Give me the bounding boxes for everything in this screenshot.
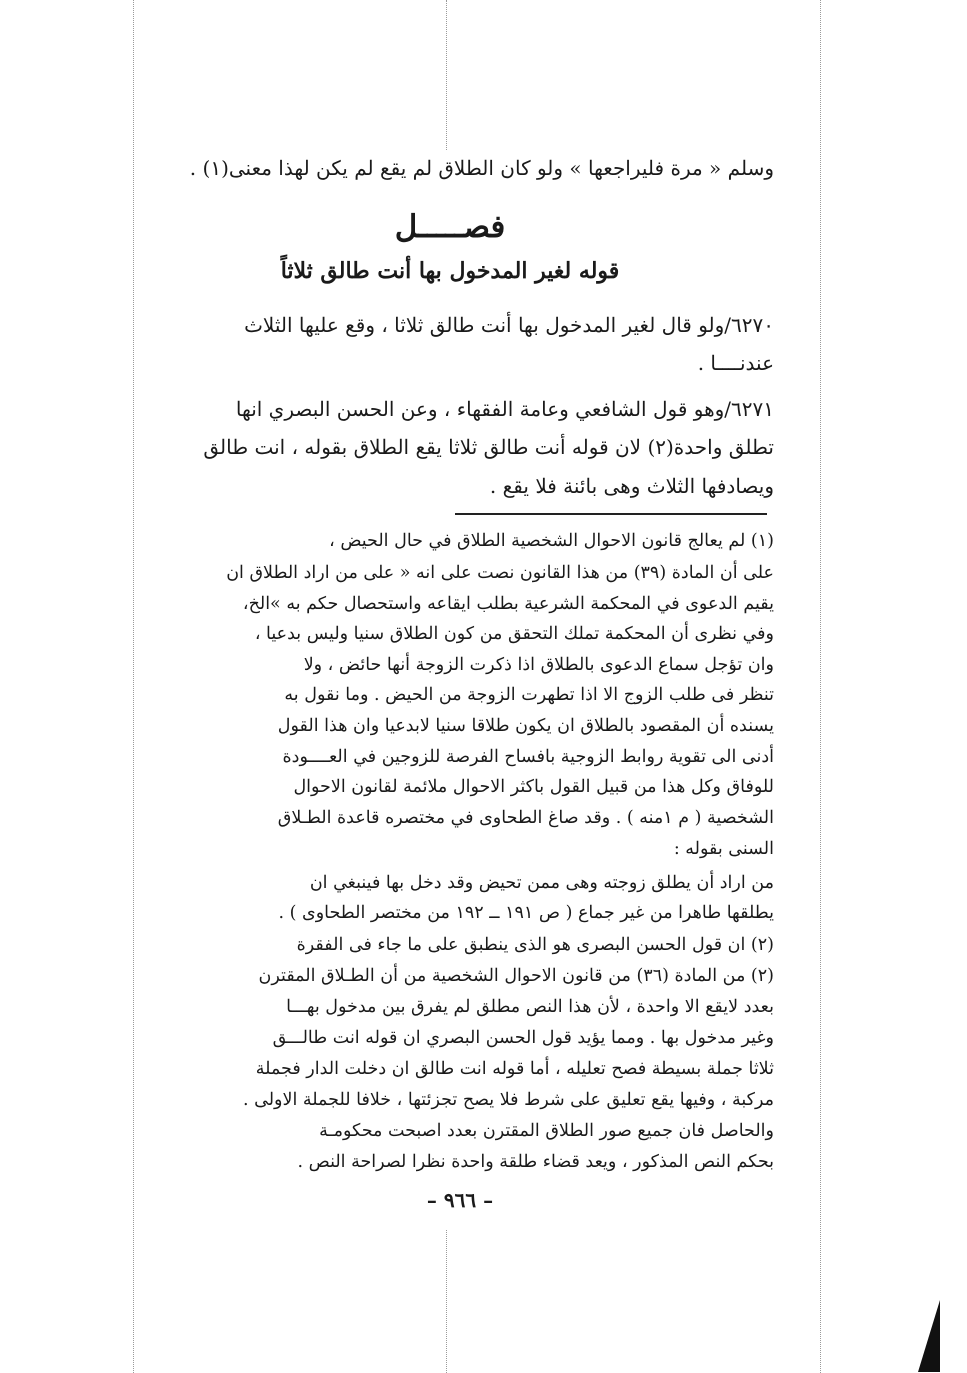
section-heading: فصـــــل [394,209,506,245]
paragraph-line: تطلق واحدة(٢) لان قوله أنت طالق ثلاثا يقع الطلاق بقوله ، انت طالق [203,435,774,459]
footnote-line: يسنده أن المقصود بالطلاق ان يكون طلاقا سنيا لابدعيا وان هذا القول [277,716,774,736]
footnote-line: وغير مدخول بها . ومما يؤيد قول الحسن البصري ان قوله انت طالـــق [272,1028,774,1048]
page-number: – ٩٦٦ – [426,1188,494,1212]
footnote-line: (٢) من المادة (٣٦) من قانون الاحوال الشخصية من أن الطـلاق المقترن [258,966,774,986]
footnote-line: (٢) ان قول الحسن البصرى هو الذى ينطبق على ما جاء فى الفقرة [296,935,774,955]
footnote-line: الشخصية ( م ١منه ) . وقد صاغ الطحاوى في مختصره قاعدة الطـلاق [277,808,774,828]
paragraph-line: عندنــــا . [697,351,774,375]
footnote-line: وفي نظرى أن المحكمة تملك التحقق من كون الطلاق سنيا وليس بدعيا ، [254,624,774,644]
footnote-line: من اراد أن يطلق زوجته وهى ممن تحيض وقد دخل بها فينبغي ان [309,873,774,893]
footnote-line: أدنى الى تقوية روابط الزوجية بافساح الفرصة للزوجين في العــــودة [282,747,774,767]
scan-guide-line [820,0,821,1373]
footnote-line: للوفاق وكل هذا من قبيل القول باكثر الاحوال ملائمة لقانون الاحوال [293,777,774,797]
scan-guide-line [446,0,447,150]
footnote-line: السنى بقوله : [673,839,774,859]
sub-heading: قوله لغير المدخول بها أنت طالق ثلاثاً [280,258,620,284]
scan-guide-line [446,1230,447,1373]
footnote-line: على أن المادة (٣٩) من هذا القانون نصت على انه « على من اراد الطلاق ان [226,563,774,583]
footnote-line: تنظر فى طلب الزوج الا اذا تطهرت الزوجة من الحيض . وما نقول به [284,685,774,705]
footnote-line: بعدد لايقع الا واحدة ، لأن هذا النص مطلق لم يفرق بين مدخول بهـــا [286,997,774,1017]
scan-edge-mark [918,1300,940,1372]
footnote-line: ثلاثا جملة بسيطة فصح تعليله ، أما قوله انت طالق ان دخلت الدار فجملة [255,1059,774,1079]
continuation-line: وسلم « مرة فليراجعها » ولو كان الطلاق لم يقع لم يكن لهذا معنى(١) . [189,156,774,180]
footnote-line: مركبة ، وفيها يقع تعليق على شرط فلا يصح تجزئتها ، خلافا للجملة الاولى . [242,1090,774,1110]
paragraph-line: ٦٢٧٠/ولو قال لغير المدخول بها أنت طالق ثلاثا ، وقع عليها الثلاث [244,313,774,337]
footnote-line: (١) لم يعالج قانون الاحوال الشخصية الطلاق في حال الحيض ، [329,531,774,551]
footnote-line: وان تؤجل سماع الدعوى بالطلاق اذا ذكرت الزوجة أنها حائض ، ولا [303,655,774,675]
footnote-line: يطلقها طاهرا من غير جماع ( ص ١٩١ ــ ١٩٢ من مختصر الطحاوى ) . [278,903,774,923]
paragraph-line: ويصادفها الثلاث وهى بائنة فلا يقع . [489,474,774,498]
footnote-divider [455,513,767,515]
paragraph-line: ٦٢٧١/وهو قول الشافعي وعامة الفقهاء ، وعن الحسن البصري انها [235,397,774,421]
footnote-line: يقيم الدعوى في المحكمة الشرعية بطلب ايقاعه واستحصال حكم به »الخ، [242,594,774,614]
footnote-line: بحكم النص المذكور ، ويعد قضاء طلقة واحدة نظرا لصراحة النص . [297,1152,774,1172]
footnote-line: والحاصل فان جميع صور الطلاق المقترن بعدد اصبحت محكومـة [319,1121,774,1141]
